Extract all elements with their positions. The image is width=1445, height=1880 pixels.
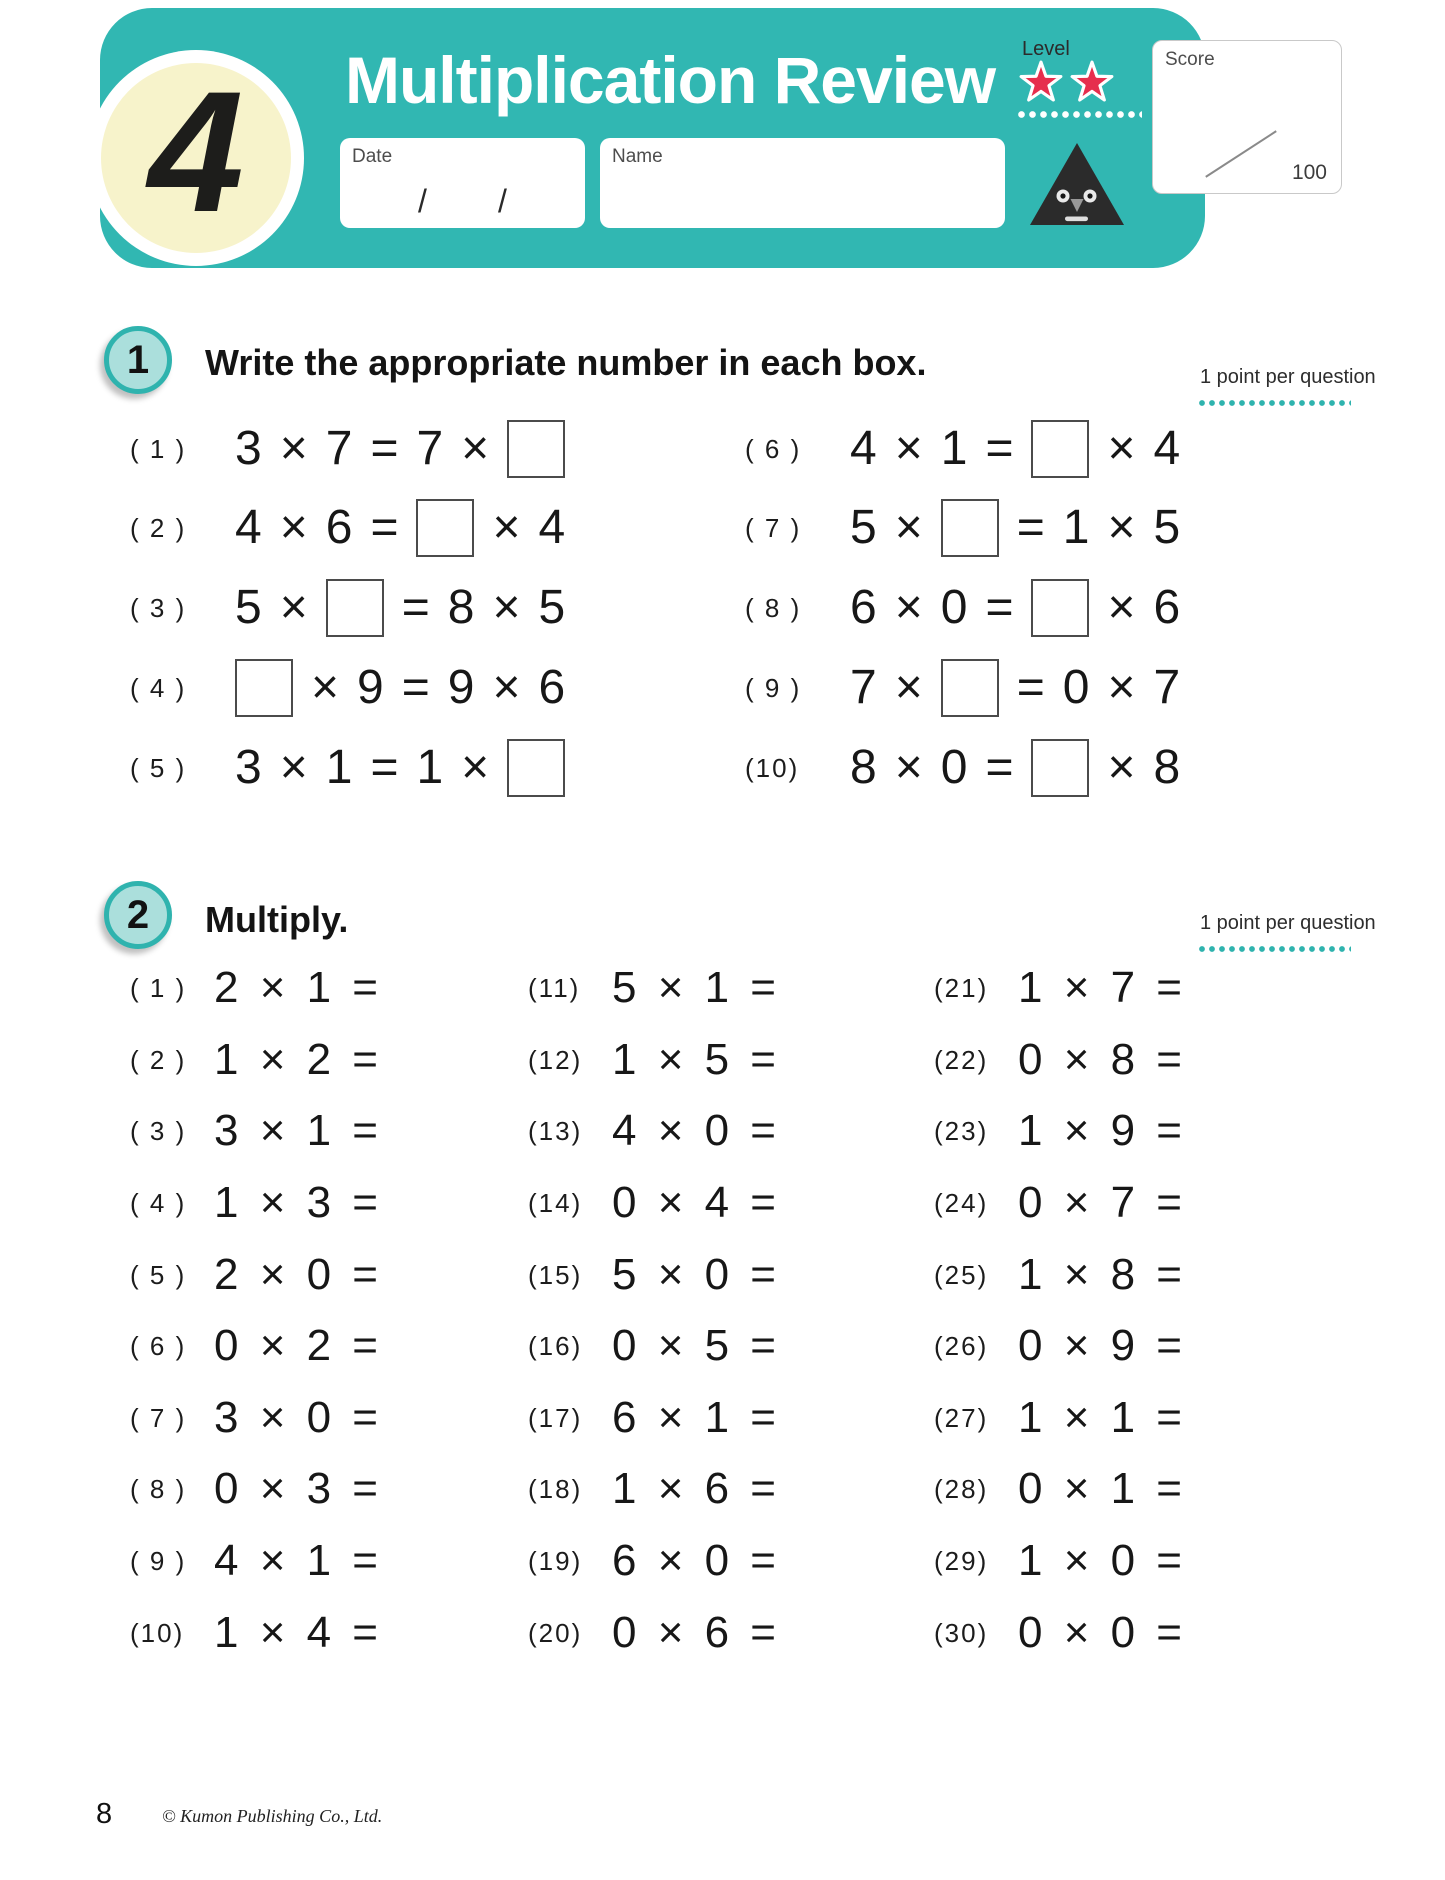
s2-problem-row — [934, 959, 1182, 1017]
operator: = — [401, 661, 430, 714]
section2-number: 2 — [126, 892, 150, 937]
operator: = — [985, 581, 1014, 634]
problem-number: ( 2 ) — [130, 1044, 187, 1075]
operator: × — [492, 661, 521, 714]
s2-problem-row — [130, 1031, 378, 1089]
answer-box[interactable] — [1031, 739, 1089, 797]
expression — [841, 420, 1189, 478]
s2-problem-row — [528, 1604, 776, 1662]
number-term: 3 — [235, 741, 262, 794]
operator: = — [985, 422, 1014, 475]
s2-problem-row — [934, 1246, 1182, 1304]
number-term: 5 — [235, 581, 262, 634]
expression: 1 × 4 = — [214, 1608, 379, 1657]
s2-problem-row — [528, 1532, 776, 1590]
number-term: 0 — [940, 581, 968, 634]
score-slash — [1205, 130, 1277, 177]
expression: 1 × 0 = — [1018, 1536, 1183, 1585]
expression — [841, 579, 1189, 637]
number-term: 7 — [416, 422, 444, 475]
operator: × — [894, 741, 923, 794]
s2-problem-row — [528, 1031, 776, 1089]
expression: 3 × 1 = — [214, 1106, 379, 1155]
problem-number: ( 7 ) — [745, 512, 802, 543]
operator: = — [370, 741, 399, 794]
expression: 6 × 1 = — [612, 1393, 777, 1442]
number-term: 7 — [850, 661, 877, 714]
problem-number: (19) — [528, 1545, 583, 1576]
lesson-number-badge — [101, 56, 291, 253]
operator: × — [279, 422, 308, 475]
answer-box[interactable] — [326, 579, 384, 637]
number-term: 5 — [850, 501, 877, 554]
expression — [226, 579, 574, 637]
s1-problem-row — [130, 420, 574, 478]
operator: × — [894, 422, 923, 475]
score-label: Score — [1165, 49, 1215, 70]
s2-problem-row — [528, 1317, 776, 1375]
number-term: 1 — [1062, 501, 1090, 554]
number-term: 9 — [447, 661, 475, 714]
s2-problem-row — [934, 1174, 1182, 1232]
expression: 5 × 0 = — [612, 1250, 777, 1299]
expression — [226, 420, 574, 478]
expression: 0 × 6 = — [612, 1608, 777, 1657]
problem-number: (30) — [934, 1617, 989, 1648]
s2-problem-row — [934, 1389, 1182, 1447]
expression — [226, 659, 574, 717]
expression: 1 × 5 = — [612, 1035, 777, 1084]
page-title: Multiplication Review — [345, 43, 996, 117]
problem-number: ( 7 ) — [130, 1402, 187, 1433]
problem-number: (28) — [934, 1473, 989, 1504]
s1-problem-row — [745, 499, 1189, 557]
section1-points-underline — [1197, 399, 1351, 407]
s1-problem-row — [130, 739, 574, 797]
s2-problem-row — [528, 1246, 776, 1304]
expression: 0 × 1 = — [1018, 1464, 1183, 1513]
s2-problem-row — [528, 959, 776, 1017]
expression: 0 × 2 = — [214, 1321, 379, 1370]
problem-number: ( 5 ) — [130, 752, 187, 783]
answer-box[interactable] — [1031, 579, 1089, 637]
expression — [226, 739, 574, 797]
s1-problem-row — [130, 499, 574, 557]
level-stars — [1018, 60, 1115, 104]
expression: 1 × 7 = — [1018, 963, 1183, 1012]
answer-box[interactable] — [507, 739, 565, 797]
expression: 0 × 0 = — [1018, 1608, 1183, 1657]
problem-number: (23) — [934, 1115, 989, 1146]
problem-number: (10) — [745, 752, 800, 783]
expression — [841, 499, 1189, 557]
answer-box[interactable] — [416, 499, 474, 557]
expression: 2 × 1 = — [214, 963, 379, 1012]
s2-problem-row — [934, 1532, 1182, 1590]
number-term: 5 — [538, 581, 566, 634]
s2-problem-row — [130, 1604, 378, 1662]
date-slash: / — [418, 183, 427, 219]
s1-problem-row — [745, 739, 1189, 797]
number-term: 1 — [416, 741, 444, 794]
operator: × — [1107, 501, 1136, 554]
name-label: Name — [612, 146, 663, 167]
number-term: 7 — [1153, 661, 1181, 714]
expression — [841, 739, 1189, 797]
operator: × — [461, 422, 490, 475]
problem-number: (15) — [528, 1259, 583, 1290]
operator: × — [461, 741, 490, 794]
answer-box[interactable] — [507, 420, 565, 478]
section2-badge — [104, 881, 172, 949]
expression: 1 × 2 = — [214, 1035, 379, 1084]
date-label: Date — [352, 146, 393, 167]
operator: = — [985, 741, 1014, 794]
date-slash: / — [498, 183, 507, 219]
number-term: 7 — [325, 422, 353, 475]
expression: 0 × 3 = — [214, 1464, 379, 1513]
number-term: 8 — [1153, 741, 1181, 794]
operator: = — [370, 501, 399, 554]
level-dotted-line — [1016, 110, 1142, 119]
expression: 1 × 8 = — [1018, 1250, 1183, 1299]
s1-problem-row — [130, 579, 574, 637]
operator: × — [279, 581, 308, 634]
operator: × — [1107, 661, 1136, 714]
expression: 1 × 3 = — [214, 1178, 379, 1227]
number-term: 6 — [850, 581, 877, 634]
lesson-number: 4 — [148, 56, 244, 248]
section1-badge — [104, 326, 172, 394]
problem-number: ( 3 ) — [130, 592, 187, 623]
triangle-mascot-icon — [1026, 140, 1128, 228]
level-label: Level — [1022, 38, 1070, 60]
number-term: 8 — [447, 581, 475, 634]
section1-title: Write the appropriate number in each box. — [205, 342, 927, 383]
operator: × — [279, 741, 308, 794]
problem-number: (18) — [528, 1473, 583, 1504]
problem-number: (29) — [934, 1545, 989, 1576]
operator: = — [401, 581, 430, 634]
operator: × — [1107, 581, 1136, 634]
problem-number: ( 5 ) — [130, 1259, 187, 1290]
expression — [226, 499, 574, 557]
problem-number: ( 2 ) — [130, 512, 187, 543]
number-term: 1 — [940, 422, 968, 475]
problem-number: (10) — [130, 1617, 185, 1648]
page-number: 8 — [96, 1798, 113, 1830]
operator: × — [894, 661, 923, 714]
section2-points-note: 1 point per question — [1200, 912, 1376, 934]
number-term: 8 — [850, 741, 877, 794]
problem-number: ( 1 ) — [130, 433, 187, 464]
s2-problem-row — [130, 959, 378, 1017]
s2-problem-row — [528, 1460, 776, 1518]
problem-number: ( 3 ) — [130, 1115, 187, 1146]
number-term: 6 — [538, 661, 566, 714]
s2-problem-row — [130, 1532, 378, 1590]
expression: 0 × 8 = — [1018, 1035, 1183, 1084]
expression: 0 × 7 = — [1018, 1178, 1183, 1227]
s2-problem-row — [130, 1102, 378, 1160]
number-term: 9 — [357, 661, 384, 714]
operator: × — [279, 501, 308, 554]
problem-number: ( 6 ) — [745, 433, 802, 464]
number-term: 6 — [325, 501, 353, 554]
problem-number: ( 8 ) — [745, 592, 802, 623]
problem-number: ( 9 ) — [745, 672, 802, 703]
s1-problem-row — [745, 659, 1189, 717]
score-field[interactable] — [1152, 40, 1342, 194]
problem-number: (25) — [934, 1259, 989, 1290]
s2-problem-row — [528, 1102, 776, 1160]
problem-number: (27) — [934, 1402, 989, 1433]
problem-number: (26) — [934, 1330, 989, 1361]
s1-problem-row — [745, 420, 1189, 478]
number-term: 4 — [235, 501, 262, 554]
expression — [841, 659, 1189, 717]
star-icon — [1018, 60, 1064, 104]
problem-number: (21) — [934, 972, 989, 1003]
s2-problem-row — [130, 1389, 378, 1447]
number-term: 4 — [538, 501, 566, 554]
expression: 0 × 5 = — [612, 1321, 777, 1370]
s2-problem-row — [528, 1389, 776, 1447]
operator: × — [1107, 741, 1136, 794]
expression: 2 × 0 = — [214, 1250, 379, 1299]
s2-problem-row — [528, 1174, 776, 1232]
expression: 4 × 1 = — [214, 1536, 379, 1585]
problem-number: (13) — [528, 1115, 583, 1146]
problem-number: (14) — [528, 1187, 583, 1218]
problem-number: ( 1 ) — [130, 972, 187, 1003]
problem-number: ( 9 ) — [130, 1545, 187, 1576]
operator: = — [1016, 501, 1045, 554]
problem-number: (12) — [528, 1044, 583, 1075]
number-term: 0 — [940, 741, 968, 794]
s2-problem-row — [130, 1317, 378, 1375]
expression: 6 × 0 = — [612, 1536, 777, 1585]
number-term: 3 — [235, 422, 262, 475]
problem-number: (24) — [934, 1187, 989, 1218]
operator: × — [894, 501, 923, 554]
s2-problem-row — [130, 1460, 378, 1518]
name-field[interactable] — [600, 138, 1005, 228]
s1-problem-row — [130, 659, 574, 717]
score-denominator: 100 — [1291, 161, 1327, 184]
number-term: 6 — [1153, 581, 1181, 634]
expression: 4 × 0 = — [612, 1106, 777, 1155]
number-term: 5 — [1153, 501, 1181, 554]
s2-problem-row — [934, 1604, 1182, 1662]
section1-points-note: 1 point per question — [1200, 366, 1376, 388]
operator: = — [1016, 661, 1045, 714]
s2-problem-row — [934, 1317, 1182, 1375]
expression: 0 × 4 = — [612, 1178, 777, 1227]
answer-box[interactable] — [941, 659, 999, 717]
problem-number: ( 4 ) — [130, 1187, 187, 1218]
expression: 1 × 6 = — [612, 1464, 777, 1513]
operator: × — [492, 501, 521, 554]
date-field[interactable] — [340, 138, 585, 228]
expression: 5 × 1 = — [612, 963, 777, 1012]
s2-problem-row — [934, 1102, 1182, 1160]
s1-problem-row — [745, 579, 1189, 637]
section2-points-underline — [1197, 945, 1351, 953]
problem-number: (16) — [528, 1330, 583, 1361]
expression: 3 × 0 = — [214, 1393, 379, 1442]
section1-number: 1 — [126, 337, 150, 382]
operator: = — [370, 422, 399, 475]
operator: × — [1107, 422, 1136, 475]
operator: × — [492, 581, 521, 634]
number-term: 1 — [325, 741, 353, 794]
copyright: © Kumon Publishing Co., Ltd. — [162, 1806, 383, 1826]
operator: × — [894, 581, 923, 634]
problem-number: (20) — [528, 1617, 583, 1648]
s2-problem-row — [130, 1174, 378, 1232]
answer-box[interactable] — [941, 499, 999, 557]
problem-number: (22) — [934, 1044, 989, 1075]
problem-number: (17) — [528, 1402, 583, 1433]
problem-number: ( 4 ) — [130, 672, 187, 703]
s2-problem-row — [130, 1246, 378, 1304]
section2-title: Multiply. — [205, 899, 349, 940]
expression: 1 × 9 = — [1018, 1106, 1183, 1155]
s2-problem-row — [934, 1031, 1182, 1089]
operator: × — [311, 661, 340, 714]
number-term: 4 — [850, 422, 877, 475]
number-term: 0 — [1062, 661, 1090, 714]
answer-box[interactable] — [235, 659, 293, 717]
problem-number: ( 8 ) — [130, 1473, 187, 1504]
problem-number: (11) — [528, 972, 581, 1003]
s2-problem-row — [934, 1460, 1182, 1518]
answer-box[interactable] — [1031, 420, 1089, 478]
problem-number: ( 6 ) — [130, 1330, 187, 1361]
number-term: 4 — [1153, 422, 1181, 475]
expression: 0 × 9 = — [1018, 1321, 1183, 1370]
expression: 1 × 1 = — [1018, 1393, 1183, 1442]
star-icon — [1069, 60, 1115, 104]
